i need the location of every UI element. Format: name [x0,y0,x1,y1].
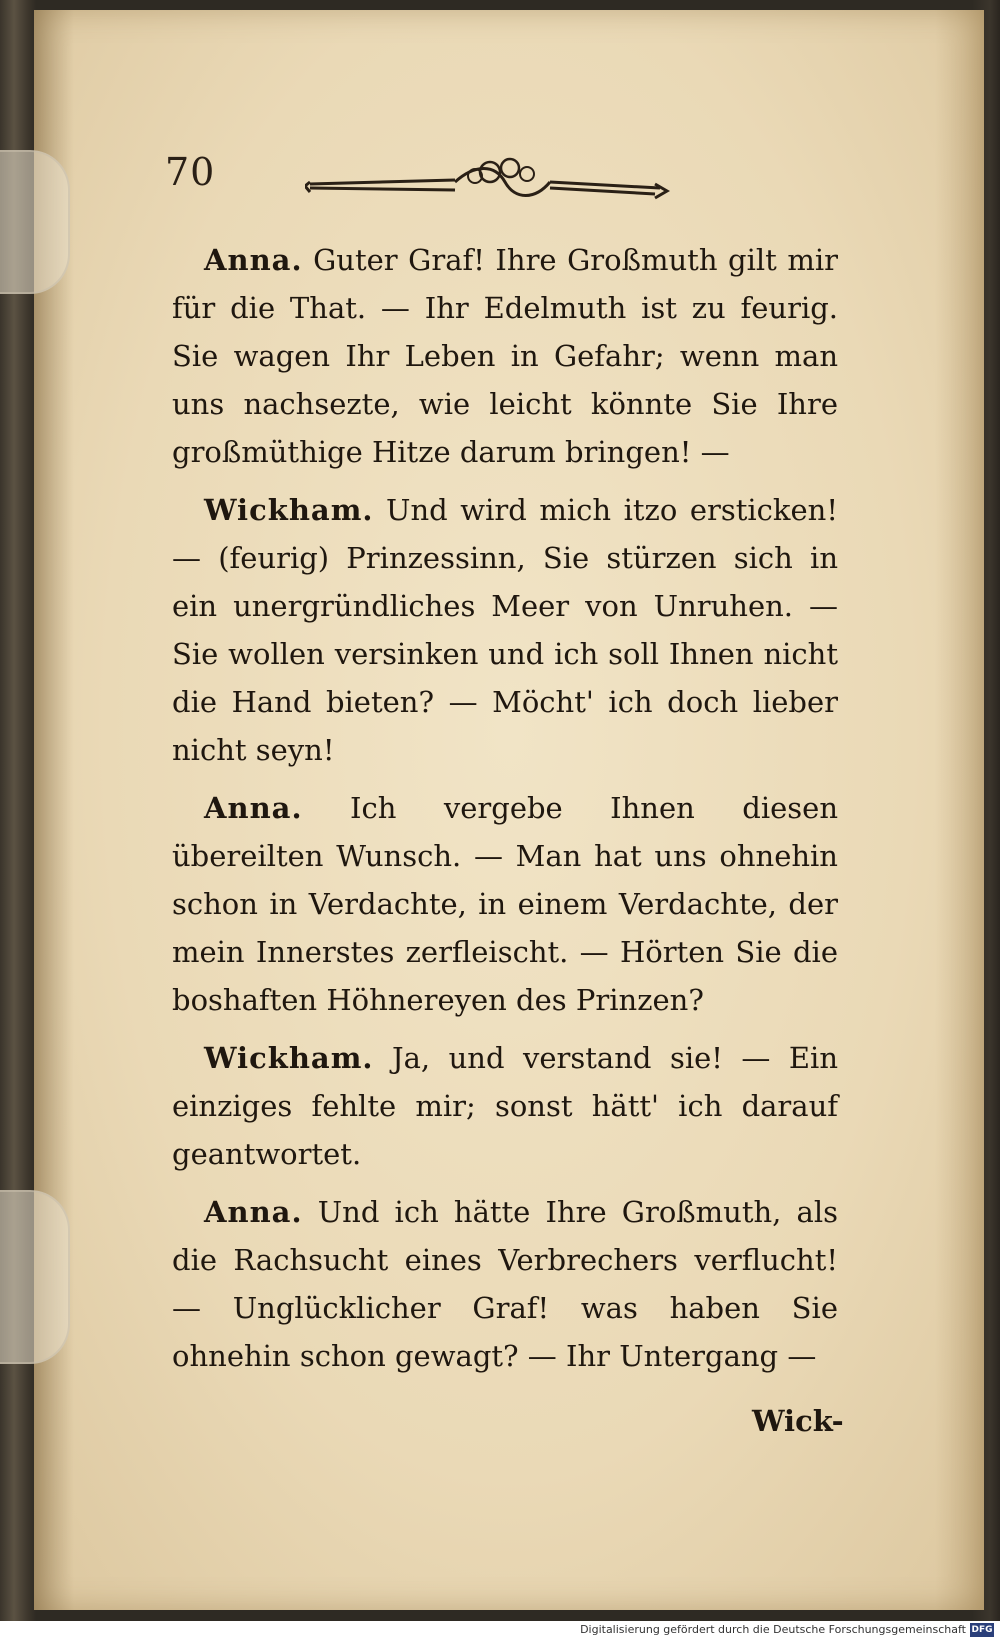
page-edge-shadow [935,10,984,1610]
dialogue-paragraph [172,236,838,476]
dialogue-text: Ja, und verstand sie! — Ein einziges fehlte mir; sonst hätt' ich darauf geantwortet. [172,1041,838,1171]
dialogue-paragraph [172,784,838,1024]
dialogue-paragraph [172,486,838,774]
page-clip-bottom [0,1190,70,1364]
dialogue-text: Ich vergebe Ihnen diesen übereilten Wunsch. — Man hat uns ohnehin schon in Verdachte, in einem Verdachte, der mein Innerstes zerfleischt. — Hörten Sie die boshaften Höhnereyen des Prinzen? [172,791,839,1017]
ornament-divider-icon [305,154,675,214]
dialogue-paragraph [172,1034,838,1178]
page-text [172,236,838,1390]
digitization-credit: Digitalisierung gefördert durch die Deutsche Forschungsgemeinschaft [580,1623,966,1636]
speaker-name: Wickham. [204,493,374,527]
dialogue-text: Und ich hätte Ihre Großmuth, als die Rachsucht eines Verbrechers verflucht! — Unglücklicher Graf! was haben Sie ohnehin schon gewagt? — Ihr Untergang — [172,1195,838,1373]
dialogue-text: Guter Graf! Ihre Großmuth gilt mir für die That. — Ihr Edelmuth ist zu feurig. Sie wagen Ihr Leben in Gefahr; wenn man uns nachsezte, wie leicht könnte Sie Ihre großmüthige Hitze darum bringen! — [172,243,838,469]
page-clip-top [0,150,70,294]
dialogue-text: Und wird mich itzo ersticken! — (feurig) Prinzessinn, Sie stürzen sich in ein unergründliches Meer von Unruhen. — Sie wollen versinken und ich soll Ihnen nicht die Hand bieten? — Möcht' ich doch lieber nicht seyn! [172,493,838,767]
page-number: 70 [165,150,216,194]
speaker-name: Wickham. [204,1041,374,1075]
dialogue-paragraph [172,1188,838,1380]
speaker-name: Anna. [204,243,303,277]
speaker-name: Anna. [204,791,303,825]
speaker-name: Anna. [204,1195,303,1229]
catchword: Wick- [752,1404,844,1438]
page-header [165,150,685,220]
dfg-logo-icon: DFG [971,1625,993,1635]
